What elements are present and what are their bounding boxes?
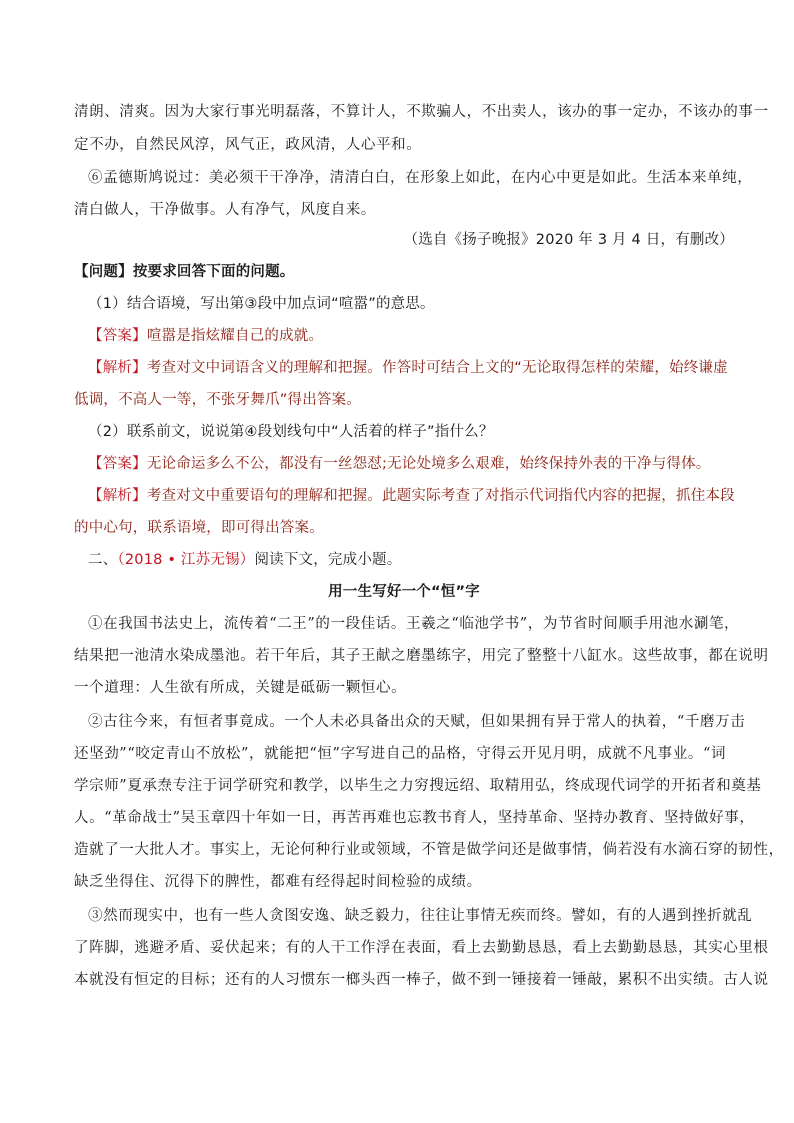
question-2: （2）联系前文，说说第④段划线句中“人活着的样子”指什么？ <box>88 424 494 440</box>
analysis-tag: 【解析】 <box>88 488 147 504</box>
paragraph-2-line: 还坚劲”“咬定青山不放松”，就能把“恒”字写进自己的品格，守得云开见月明，成就不凡事业。“词 <box>74 746 727 762</box>
answer-text: 无论命运多么不公，都没有一丝怨怼;无论处境多么艰难，始终保持外表的干净与得体。 <box>146 456 711 472</box>
analysis-1 <box>88 358 748 378</box>
analysis-1-cont: 低调，不高人一等，不张牙舞爪”得出答案。 <box>74 392 362 408</box>
section-instruction: 阅读下文，完成小题。 <box>254 552 402 568</box>
paragraph-1: ①在我国书法史上，流传着“二王”的一段佳话。王羲之“临池学书”，为节省时间顺手用池水涮笔， <box>88 616 740 632</box>
passage1-line: 清白做人，干净做事。人有净气，风度自来。 <box>74 202 376 218</box>
section2-heading <box>88 550 748 570</box>
source-citation: （选自《扬子晚报》2020 年 3 月 4 日，有删改） <box>403 232 734 248</box>
analysis-text: 考查对文中重要语句的理解和把握。此题实际考查了对指示代词指代内容的把握，抓住本段 <box>146 488 735 504</box>
paragraph-2-line: 人。“革命战士”吴玉章四十年如一日，再苦再难也忘教书育人，坚持革命、坚持办教育、坚持做好事， <box>74 810 755 826</box>
paragraph-2-line: 造就了一大批人才。事实上，无论何种行业或领域，不管是做学问还是做事情，倘若没有水滴石穿的韧性， <box>74 842 784 858</box>
question-header <box>74 262 734 282</box>
analysis-2 <box>88 486 748 506</box>
question-tag: 【问题】 <box>74 264 133 280</box>
analysis-text: 考查对文中词语含义的理解和把握。作答时可结合上文的“无论取得怎样的荣耀，始终谦虚 <box>146 360 728 376</box>
paragraph-1-line: 结果把一池清水染成墨池。若干年后，其子王献之磨墨练字，用完了整整十八缸水。这些故事，都在说明 <box>74 648 769 664</box>
answer-text: 喧嚣是指炫耀自己的成就。 <box>146 328 324 344</box>
answer-2 <box>88 454 748 474</box>
analysis-tag: 【解析】 <box>88 360 147 376</box>
question-header-text: 按要求回答下面的问题。 <box>132 264 295 280</box>
paragraph-2-line: 学宗师”夏承焘专注于词学研究和教学，以毕生之力穷搜远绍、取精用弘，终成现代词学的开拓者和奠基 <box>74 778 762 794</box>
paragraph-2-line: 缺乏坐得住、沉得下的脾性，都难有经得起时间检验的成绩。 <box>74 874 482 890</box>
passage1-line: 定不办，自然民风淳，风气正，政风清，人心平和。 <box>74 137 422 153</box>
passage1-line: 清朗、清爽。因为大家行事光明磊落，不算计人，不欺骗人，不出卖人，该办的事一定办，不该办的事一 <box>74 104 769 120</box>
source-tag: （2018 • 江苏无锡） <box>117 552 255 568</box>
section-number: 二、 <box>88 552 118 568</box>
answer-tag: 【答案】 <box>88 456 147 472</box>
paragraph-1-line: 一个道理：人生欲有所成，关键是砥砺一颗恒心。 <box>74 680 407 696</box>
answer-1 <box>88 326 748 346</box>
analysis-2-cont: 的中心句，联系语境，即可得出答案。 <box>74 520 324 536</box>
question-1: （1）结合语境，写出第③段中加点词“喧嚣”的意思。 <box>88 296 435 312</box>
paragraph-3-line: 了阵脚，逃避矛盾、妥伏起来；有的人干工作浮在表面，看上去勤勤恳恳，看上去勤勤恳恳，其实心里根 <box>74 940 769 956</box>
answer-tag: 【答案】 <box>88 328 147 344</box>
article-title: 用一生写好一个“恒”字 <box>328 584 480 600</box>
passage1-paragraph-6: ⑥孟德斯鸠说过：美必须干干净净，清清白白，在形象上如此，在内心中更是如此。生活本来单纯， <box>88 170 753 186</box>
paragraph-2: ②古往今来，有恒者事竟成。一个人未必具备出众的天赋，但如果拥有异于常人的执着，“千磨万击 <box>88 714 746 730</box>
paragraph-3-line: 本就没有恒定的目标；还有的人习惯东一榔头西一棒子，做不到一锤接着一锤敲，累积不出实绩。古人说 <box>74 972 769 988</box>
paragraph-3: ③然而现实中，也有一些人贪图安逸、缺乏毅力，往往让事情无疾而终。譬如，有的人遇到挫折就乱 <box>88 908 753 924</box>
